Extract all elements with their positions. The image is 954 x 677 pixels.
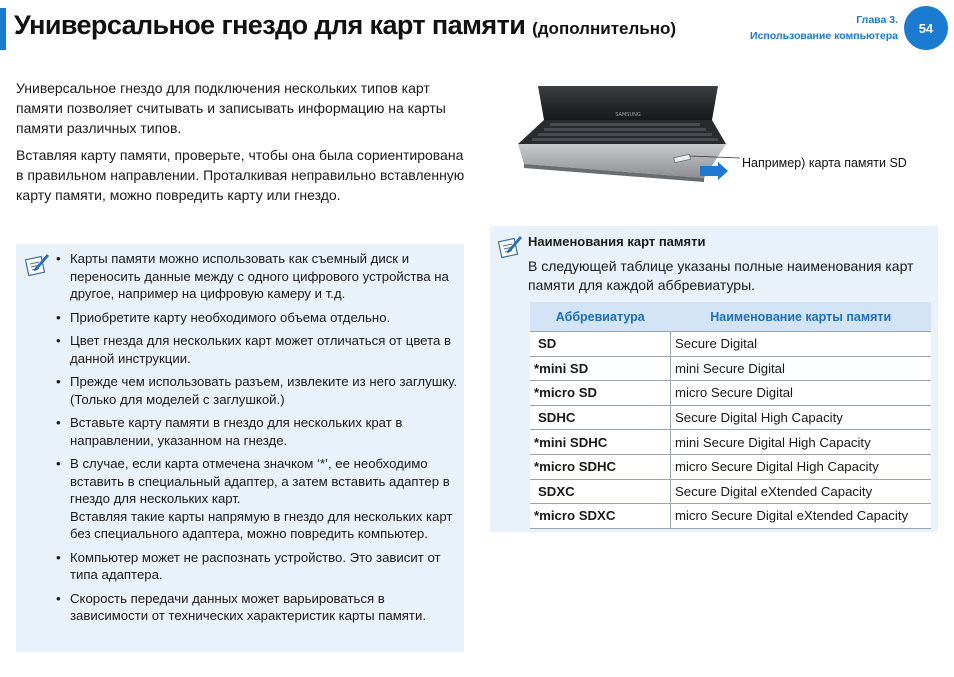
table-row (530, 356, 931, 381)
note-pencil-icon (496, 232, 524, 260)
table-row (530, 405, 931, 430)
row-full-name: micro Secure Digital (671, 381, 932, 406)
chapter-number: Глава 3. (856, 14, 898, 26)
card-names-title: Наименования карт памяти (528, 234, 706, 249)
page-title-sub: (дополнительно) (532, 19, 677, 38)
row-full-name: Secure Digital High Capacity (671, 405, 932, 430)
row-full-name: Secure Digital (671, 332, 932, 357)
table-row (530, 504, 931, 529)
header-full-name: Наименование карты памяти (671, 302, 932, 332)
row-abbreviation: *micro SDHC (530, 454, 671, 479)
row-abbreviation: SD (530, 332, 671, 357)
note-item: • В случае, если карта отмечена значком ‘*’, ее необходимо вставить в специальный адаптер, а затем вставить адаптер в гнездо для нескольких карт. Вставляя такие карты напрямую в гнездо для нескольких карт без специального адаптера, можно повредить компьютер. (54, 455, 462, 543)
row-abbreviation: *micro SD (530, 381, 671, 406)
chapter-label (750, 12, 898, 44)
example-label: Например) карта памяти SD (742, 156, 907, 170)
table-header-row (530, 302, 931, 332)
row-abbreviation: *mini SDHC (530, 430, 671, 455)
note-pencil-icon (23, 250, 51, 278)
table-row (530, 381, 931, 406)
card-names-table (530, 302, 931, 529)
row-full-name: mini Secure Digital (671, 356, 932, 381)
card-names-box (490, 226, 938, 532)
row-abbreviation: *mini SD (530, 356, 671, 381)
intro-paragraph: Вставляя карту памяти, проверьте, чтобы она была сориентирована в правильном направлении. Проталкивая неправильно вставленную карту памяти, можно повредить карту или гнездо. (16, 147, 465, 203)
chapter-title: Использование компьютера (750, 30, 898, 42)
note-item: • Прежде чем использовать разъем, извлеките из него заглушку. (Только для моделей с заглушкой.) (54, 373, 462, 408)
note-item: • Вставьте карту памяти в гнездо для нескольких крат в направлении, указанном на гнезде. (54, 414, 462, 449)
note-item: • Карты памяти можно использовать как съемный диск и переносить данные между с одного цифрового устройства на другое, например на цифровую камеру и т.д. (54, 250, 462, 303)
note-item: • Компьютер может не распознать устройство. Это зависит от типа адаптера. (54, 549, 462, 584)
laptop-illustration (514, 82, 742, 190)
row-abbreviation: SDXC (530, 479, 671, 504)
header-abbreviation: Аббревиатура (530, 302, 671, 332)
note-item: • Скорость передачи данных может варьироваться в зависимости от технических характеристик карты памяти. (54, 590, 462, 625)
page-title (14, 10, 676, 41)
row-full-name: mini Secure Digital High Capacity (671, 430, 932, 455)
row-full-name: Secure Digital eXtended Capacity (671, 479, 932, 504)
title-accent-bar (0, 8, 6, 50)
intro-text (16, 78, 466, 212)
notes-box (16, 244, 464, 652)
row-abbreviation: *micro SDXC (530, 504, 671, 529)
note-item: • Цвет гнезда для нескольких карт может отличаться от цвета в данной инструкции. (54, 332, 462, 367)
table-row (530, 454, 931, 479)
intro-paragraph: Универсальное гнездо для подключения нескольких типов карт памяти позволяет считывать и записывать информацию на карты памяти различных типов. (16, 80, 446, 136)
page-title-main: Универсальное гнездо для карт памяти (14, 10, 526, 40)
note-item: • Приобретите карту необходимого объема отдельно. (54, 309, 462, 327)
table-row (530, 479, 931, 504)
page-number-badge: 54 (904, 6, 948, 50)
row-full-name: micro Secure Digital eXtended Capacity (671, 504, 932, 529)
notes-list (54, 250, 462, 631)
row-abbreviation: SDHC (530, 405, 671, 430)
card-names-description: В следующей таблице указаны полные наименования карт памяти для каждой аббревиатуры. (528, 258, 914, 293)
table-row (530, 332, 931, 357)
table-row (530, 430, 931, 455)
row-full-name: micro Secure Digital High Capacity (671, 454, 932, 479)
laptop-brand-text: SAMSUNG (615, 112, 641, 118)
